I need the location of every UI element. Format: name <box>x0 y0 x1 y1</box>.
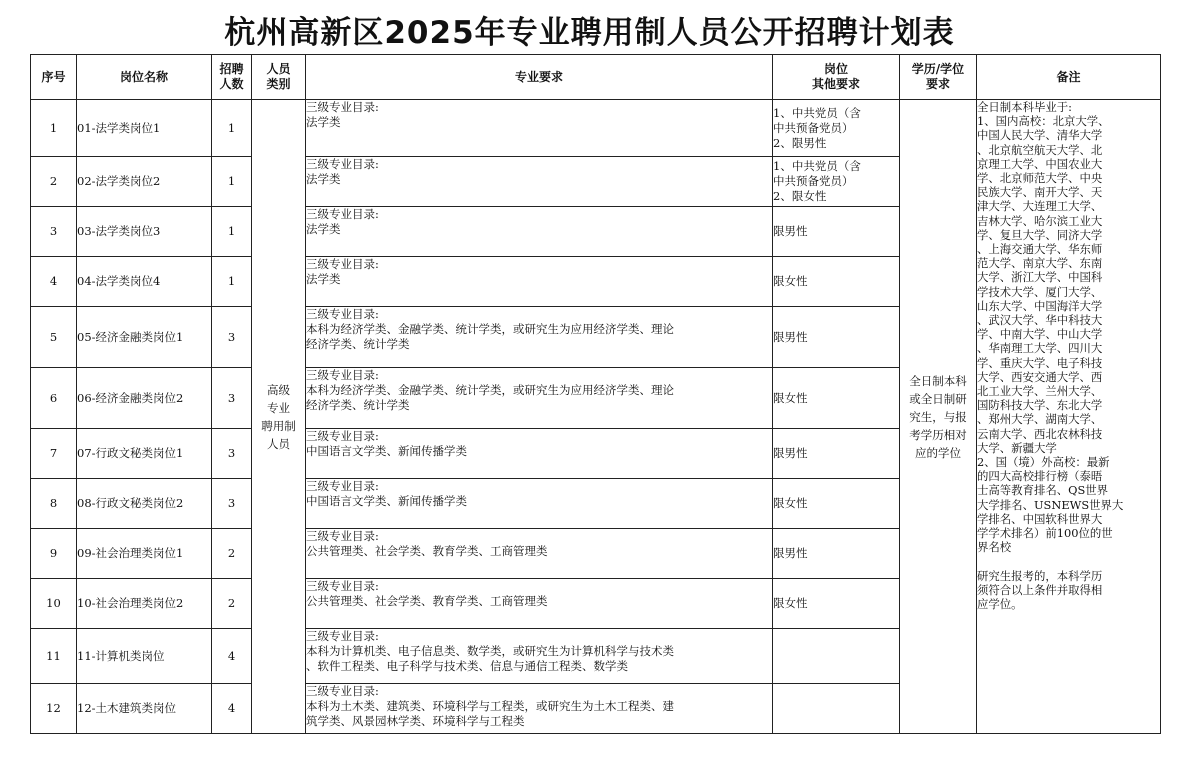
hire-count: 4 <box>212 629 252 684</box>
other-requirement <box>773 429 900 479</box>
remark-line: 大学、浙江大学、中国科 <box>977 270 1103 285</box>
major-line: 法学类 <box>306 115 341 129</box>
education-line: 考学历相对 <box>909 427 967 442</box>
hire-count: 1 <box>212 257 252 307</box>
remark-line: 云南大学、西北农林科技 <box>977 426 1103 441</box>
position-name: 05-经济金融类岗位1 <box>77 307 212 368</box>
remark-line: 学、北京师范大学、中央 <box>977 171 1103 186</box>
hire-count: 1 <box>212 207 252 257</box>
recruitment-plan-table <box>30 54 1161 734</box>
other-requirement <box>773 157 900 207</box>
major-line: 三级专业目录: <box>306 100 379 114</box>
major-line: 三级专业目录: <box>306 307 379 321</box>
other-requirement <box>773 479 900 529</box>
row-number: 2 <box>31 157 77 207</box>
row-number: 5 <box>31 307 77 368</box>
remark-line: 吉林大学、哈尔滨工业大 <box>977 213 1103 228</box>
personnel-category-line: 人员 <box>267 436 290 451</box>
major-requirement <box>306 529 773 579</box>
other-requirement <box>773 307 900 368</box>
major-requirement <box>306 479 773 529</box>
major-requirement <box>306 257 773 307</box>
major-line: 法学类 <box>306 172 341 186</box>
row-number: 11 <box>31 629 77 684</box>
hire-count: 3 <box>212 429 252 479</box>
education-line: 应的学位 <box>915 445 961 460</box>
other-requirement <box>773 100 900 157</box>
remark-line: 研究生报考的，本科学历 <box>977 568 1103 583</box>
major-requirement <box>306 307 773 368</box>
personnel-category-line: 聘用制 <box>261 418 296 433</box>
hire-count: 2 <box>212 529 252 579</box>
remark-line: 须符合以上条件并取得相 <box>977 582 1103 597</box>
other-requirement <box>773 207 900 257</box>
table-row <box>31 100 1161 157</box>
hire-count: 2 <box>212 579 252 629</box>
remark-line: 学排名、中国软科世界大 <box>977 511 1103 526</box>
remark-line: 学、复旦大学、同济大学 <box>977 227 1103 242</box>
position-name: 12-土木建筑类岗位 <box>77 684 212 734</box>
other-requirement <box>773 684 900 734</box>
personnel-category-line: 专业 <box>267 400 290 415</box>
remark-line: 中国人民大学、清华大学 <box>977 128 1103 143</box>
row-number: 1 <box>31 100 77 157</box>
major-requirement <box>306 579 773 629</box>
row-number: 8 <box>31 479 77 529</box>
remark-line: 士高等教育排名、QS世界 <box>977 483 1109 498</box>
remark-line: 应学位。 <box>977 596 1023 611</box>
row-number: 4 <box>31 257 77 307</box>
major-line: 公共管理类、社会学类、教育学类、工商管理类 <box>306 544 548 558</box>
page-title: 杭州高新区2025年专业聘用制人员公开招聘计划表 <box>224 15 955 51</box>
position-name: 06-经济金融类岗位2 <box>77 368 212 429</box>
position-name: 02-法学类岗位2 <box>77 157 212 207</box>
major-line: 本科为土木类、建筑类、环境科学与工程类，或研究生为土木工程类、建 <box>306 699 674 713</box>
remark-line: 2、国（境）外高校：最新 <box>977 455 1110 470</box>
position-name: 01-法学类岗位1 <box>77 100 212 157</box>
header-count-line1: 招聘 <box>219 62 244 76</box>
remark-line: 国防科技大学、东北大学 <box>977 398 1103 413</box>
hire-count: 4 <box>212 684 252 734</box>
other-line: 限女性 <box>773 596 808 610</box>
header-type-line2: 类别 <box>266 77 291 91</box>
remark-line: 津大学、大连理工大学、 <box>977 199 1103 214</box>
header-count-line2: 人数 <box>219 77 244 91</box>
header-edu-line2: 要求 <box>925 77 950 91</box>
hire-count: 3 <box>212 479 252 529</box>
other-line: 1、中共党员（含 <box>773 105 861 120</box>
row-number: 6 <box>31 368 77 429</box>
major-line: 三级专业目录: <box>306 368 379 382</box>
other-requirement <box>773 579 900 629</box>
major-line: 公共管理类、社会学类、教育学类、工商管理类 <box>306 594 548 608</box>
other-line: 2、限男性 <box>773 135 827 150</box>
remark-line: 大学排名、USNEWS世界大 <box>977 497 1124 512</box>
major-line: 三级专业目录: <box>306 257 379 271</box>
hire-count: 3 <box>212 307 252 368</box>
remark-line: 学技术大学、厦门大学、 <box>977 284 1103 299</box>
header-no: 序号 <box>31 55 77 100</box>
header-type <box>252 55 306 100</box>
major-line: 本科为经济学类、金融学类、统计学类，或研究生为应用经济学类、理论 <box>306 383 674 397</box>
header-row <box>31 55 1161 100</box>
remark-line: 学、中南大学、中山大学 <box>977 327 1103 342</box>
other-line: 中共预备党员） <box>773 120 854 135</box>
remark-line: 、北京航空航天大学、北 <box>977 142 1103 157</box>
remark-line: 界名校 <box>977 540 1012 555</box>
remark-line: 民族大学、南开大学、天 <box>977 185 1103 200</box>
major-requirement <box>306 629 773 684</box>
position-name: 09-社会治理类岗位1 <box>77 529 212 579</box>
header-edu-line1: 学历/学位 <box>911 62 965 76</box>
remark-line: 的四大高校排行榜（泰晤 <box>977 469 1103 484</box>
other-line: 限男性 <box>773 446 808 460</box>
row-number: 3 <box>31 207 77 257</box>
major-line: 中国语言文学类、新闻传播学类 <box>306 494 467 508</box>
position-name: 04-法学类岗位4 <box>77 257 212 307</box>
major-line: 三级专业目录: <box>306 684 379 698</box>
other-line: 限男性 <box>773 329 808 344</box>
remark-spacer <box>977 555 1160 569</box>
row-number: 9 <box>31 529 77 579</box>
major-line: 法学类 <box>306 272 341 286</box>
major-requirement <box>306 207 773 257</box>
other-line: 限女性 <box>773 274 808 288</box>
other-line: 限女性 <box>773 496 808 510</box>
education-line: 或全日制研 <box>909 391 967 406</box>
other-requirement <box>773 529 900 579</box>
major-line: 本科为计算机类、电子信息类、数学类，或研究生为计算机科学与技术类 <box>306 644 674 658</box>
major-line: 三级专业目录: <box>306 529 379 543</box>
header-remark: 备注 <box>977 55 1161 100</box>
major-line: 三级专业目录: <box>306 429 379 443</box>
header-other-line2: 其他要求 <box>811 77 860 91</box>
major-line: 经济学类、统计学类 <box>306 398 410 412</box>
major-line: 本科为经济学类、金融学类、统计学类，或研究生为应用经济学类、理论 <box>306 322 674 336</box>
remark-line: 大学、新疆大学 <box>977 440 1057 455</box>
position-name: 10-社会治理类岗位2 <box>77 579 212 629</box>
other-requirement <box>773 629 900 684</box>
header-other <box>773 55 900 100</box>
major-line: 法学类 <box>306 222 341 236</box>
other-line: 1、中共党员（含 <box>773 159 861 173</box>
major-line: 三级专业目录: <box>306 207 379 221</box>
remark-line: 大学、西安交通大学、西 <box>977 369 1103 384</box>
position-name: 03-法学类岗位3 <box>77 207 212 257</box>
remark-line: 全日制本科毕业于: <box>977 100 1072 114</box>
row-number: 7 <box>31 429 77 479</box>
header-major: 专业要求 <box>306 55 773 100</box>
major-requirement <box>306 100 773 157</box>
major-requirement <box>306 368 773 429</box>
header-other-line1: 岗位 <box>823 62 848 76</box>
major-line: 中国语言文学类、新闻传播学类 <box>306 444 467 458</box>
header-education <box>900 55 977 100</box>
major-line: 筑学类、风景园林学类、环境科学与工程类 <box>306 714 525 728</box>
major-requirement <box>306 684 773 734</box>
position-name: 08-行政文秘类岗位2 <box>77 479 212 529</box>
major-line: 经济学类、统计学类 <box>306 337 410 351</box>
other-line: 限男性 <box>773 546 808 560</box>
remark-line: 、武汉大学、华中科技大 <box>977 313 1103 328</box>
education-line: 究生，与报 <box>909 409 967 424</box>
other-line: 2、限女性 <box>773 189 827 203</box>
education-line: 全日制本科 <box>909 373 967 388</box>
major-line: 三级专业目录: <box>306 479 379 493</box>
hire-count: 1 <box>212 100 252 157</box>
major-requirement <box>306 157 773 207</box>
major-line: 三级专业目录: <box>306 579 379 593</box>
other-requirement <box>773 368 900 429</box>
remark-line: 山东大学、中国海洋大学 <box>977 298 1103 313</box>
position-name: 07-行政文秘类岗位1 <box>77 429 212 479</box>
remark-line: 北工业大学、兰州大学、 <box>977 384 1103 399</box>
major-requirement <box>306 429 773 479</box>
personnel-category-line: 高级 <box>267 382 290 397</box>
remark-line: 、郑州大学、湖南大学、 <box>977 412 1103 427</box>
position-name: 11-计算机类岗位 <box>77 629 212 684</box>
hire-count: 3 <box>212 368 252 429</box>
personnel-category <box>252 100 306 734</box>
major-line: 三级专业目录: <box>306 157 379 171</box>
header-position: 岗位名称 <box>77 55 212 100</box>
remark-line: 学学术排名）前100位的世 <box>977 526 1113 541</box>
row-number: 10 <box>31 579 77 629</box>
remark-line: 、华南理工大学、四川大 <box>977 341 1103 356</box>
header-count <box>212 55 252 100</box>
row-number: 12 <box>31 684 77 734</box>
other-line: 限女性 <box>773 390 808 405</box>
remark-line: 学、重庆大学、电子科技 <box>977 355 1103 370</box>
major-line: 三级专业目录: <box>306 629 379 643</box>
remarks <box>977 100 1161 734</box>
major-line: 、软件工程类、电子科学与技术类、信息与通信工程类、数学类 <box>306 659 628 673</box>
education-requirement <box>900 100 977 734</box>
other-line: 中共预备党员） <box>773 174 854 188</box>
remark-line: 京理工大学、中国农业大 <box>977 156 1103 171</box>
remark-line: 范大学、南京大学、东南 <box>977 256 1103 271</box>
remark-line: 、上海交通大学、华东师 <box>977 242 1103 257</box>
other-requirement <box>773 257 900 307</box>
hire-count: 1 <box>212 157 252 207</box>
other-line: 限男性 <box>773 224 808 238</box>
header-type-line1: 人员 <box>266 62 291 76</box>
remark-line: 1、国内高校：北京大学、 <box>977 114 1110 129</box>
